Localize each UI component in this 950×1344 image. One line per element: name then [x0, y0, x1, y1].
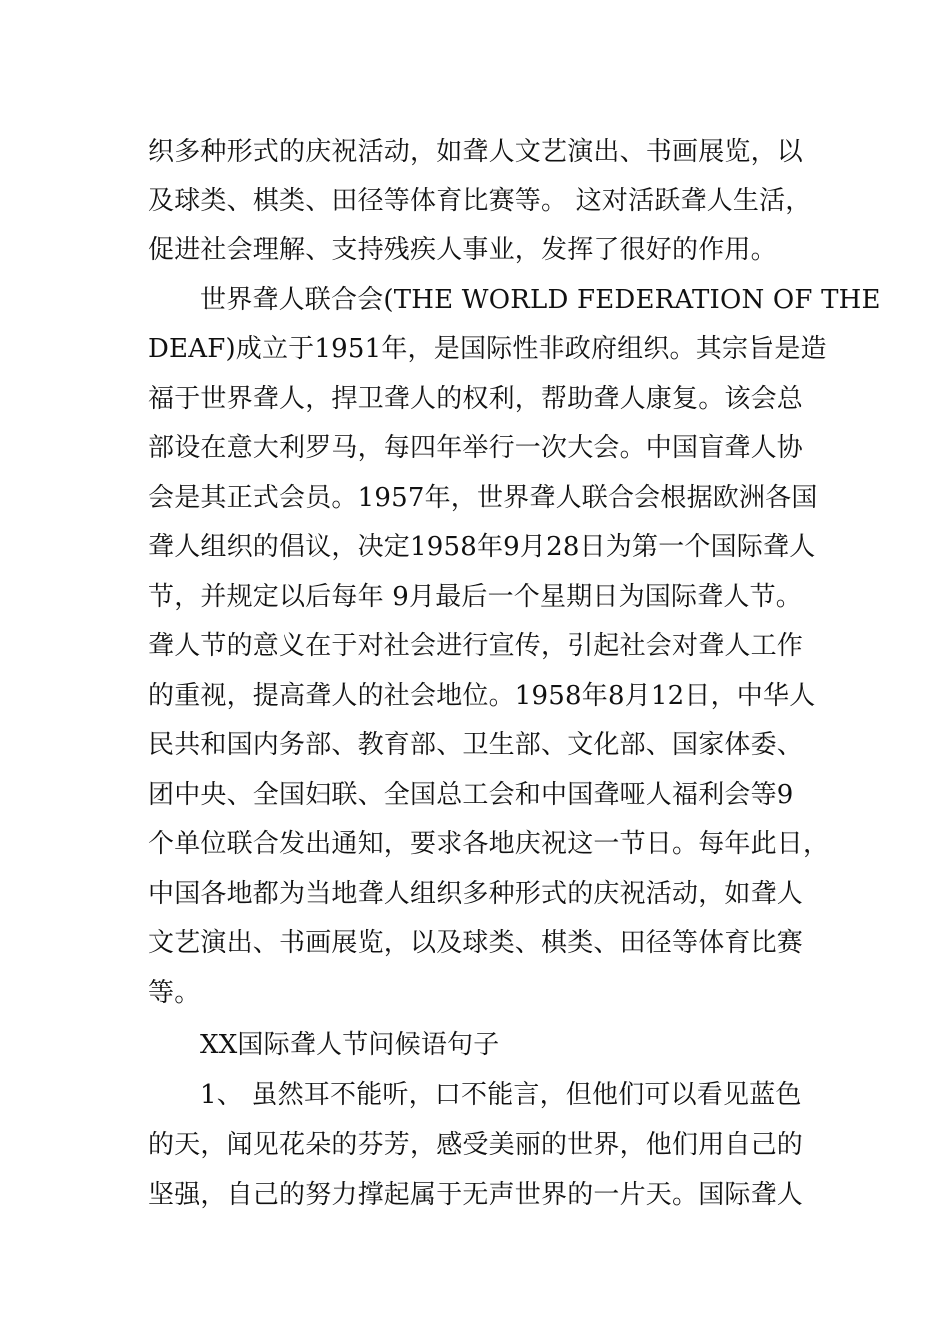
- paragraph-line: 世界聋人联合会(THE WORLD FEDERATION OF THE: [200, 285, 881, 315]
- paragraph-line: DEAF)成立于1951年，是国际性非政府组织。其宗旨是造: [148, 334, 827, 364]
- paragraph-line: 会是其正式会员。1957年，世界聋人联合会根据欧洲各国: [148, 483, 818, 513]
- paragraph-line: 团中央、全国妇联、全国总工会和中国聋哑人福利会等9: [148, 780, 794, 810]
- paragraph-line: 的重视，提高聋人的社会地位。1958年8月12日，中华人: [148, 681, 816, 711]
- section-heading: XX国际聋人节问候语句子: [200, 1030, 500, 1060]
- list-item-line: 1、 虽然耳不能听，口不能言，但他们可以看见蓝色: [200, 1080, 802, 1110]
- paragraph-line: 促进社会理解、支持残疾人事业，发挥了很好的作用。: [148, 235, 777, 265]
- paragraph-line: 个单位联合发出通知，要求各地庆祝这一节日。每年此日，: [148, 829, 830, 859]
- paragraph-line: 聋人节的意义在于对社会进行宣传，引起社会对聋人工作: [148, 631, 804, 661]
- paragraph-line: 等。: [148, 978, 201, 1008]
- paragraph-line: 织多种形式的庆祝活动，如聋人文艺演出、书画展览，以: [148, 137, 804, 167]
- list-item-line: 坚强，自己的努力撑起属于无声世界的一片天。国际聋人: [148, 1180, 804, 1210]
- paragraph-line: 福于世界聋人，捍卫聋人的权利，帮助聋人康复。该会总: [148, 384, 804, 414]
- paragraph-line: 民共和国内务部、教育部、卫生部、文化部、国家体委、: [148, 730, 804, 760]
- paragraph-line: 中国各地都为当地聋人组织多种形式的庆祝活动，如聋人: [148, 879, 804, 909]
- list-item-line: 的天，闻见花朵的芬芳，感受美丽的世界，他们用自己的: [148, 1130, 804, 1160]
- paragraph-line: 节，并规定以后每年 9月最后一个星期日为国际聋人节。: [148, 582, 803, 612]
- paragraph-line: 部设在意大利罗马，每四年举行一次大会。中国盲聋人协: [148, 433, 804, 463]
- paragraph-line: 及球类、棋类、田径等体育比赛等。 这对活跃聋人生活，: [148, 186, 812, 216]
- paragraph-line: 聋人组织的倡议，决定1958年9月28日为第一个国际聋人: [148, 532, 816, 562]
- paragraph-line: 文艺演出、书画展览，以及球类、棋类、田径等体育比赛: [148, 928, 804, 958]
